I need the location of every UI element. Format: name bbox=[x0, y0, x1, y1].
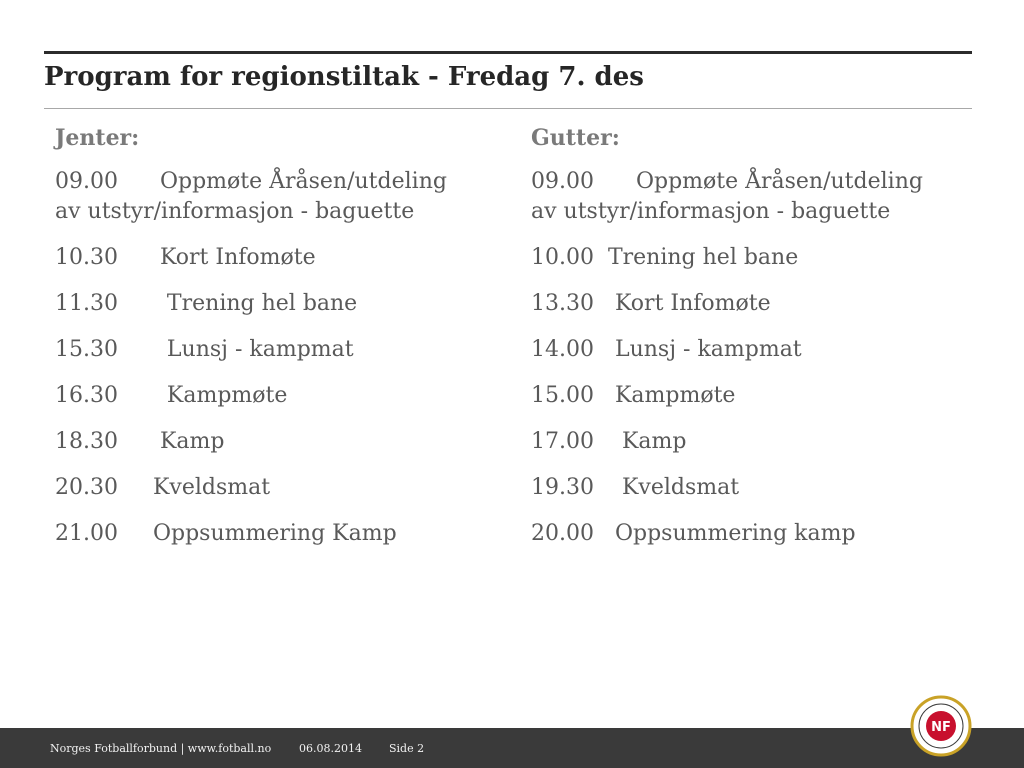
entry-continuation: av utstyr/informasjon - baguette bbox=[531, 199, 891, 224]
entry-label: Trening hel bane bbox=[593, 245, 799, 270]
schedule-entry bbox=[531, 289, 991, 319]
schedule-entry bbox=[531, 167, 991, 227]
schedule-entry bbox=[55, 381, 515, 411]
schedule-entry bbox=[55, 289, 515, 319]
entry-label: Kamp bbox=[117, 429, 225, 454]
column-heading-gutter: Gutter: bbox=[531, 125, 620, 151]
jenter-schedule-column bbox=[55, 123, 515, 565]
entry-time: 10.30 bbox=[55, 245, 118, 270]
entry-label: Oppmøte Åråsen/utdeling bbox=[593, 169, 923, 194]
gutter-schedule-column bbox=[531, 123, 991, 565]
entry-time: 09.00 bbox=[531, 169, 594, 194]
entry-time: 18.30 bbox=[55, 429, 118, 454]
entry-time: 11.30 bbox=[55, 291, 118, 316]
entry-time: 09.00 bbox=[55, 169, 118, 194]
entry-time: 19.30 bbox=[531, 475, 594, 500]
entry-label: Oppmøte Åråsen/utdeling bbox=[117, 169, 447, 194]
schedule-entry bbox=[531, 243, 991, 273]
entry-continuation: av utstyr/informasjon - baguette bbox=[55, 199, 415, 224]
entry-label: Kampmøte bbox=[117, 383, 288, 408]
schedule-entry bbox=[55, 243, 515, 273]
footer-page-number: Side 2 bbox=[389, 742, 425, 755]
entry-label: Lunsj - kampmat bbox=[117, 337, 354, 362]
entry-label: Trening hel bane bbox=[117, 291, 358, 316]
slide-footer bbox=[0, 728, 1024, 768]
entry-label: Kort Infomøte bbox=[117, 245, 316, 270]
entry-time: 20.00 bbox=[531, 521, 594, 546]
entry-label: Kveldsmat bbox=[593, 475, 740, 500]
schedule-entry bbox=[531, 473, 991, 503]
schedule-entry bbox=[55, 427, 515, 457]
entry-label: Kamp bbox=[593, 429, 687, 454]
entry-label: Lunsj - kampmat bbox=[593, 337, 802, 362]
nff-logo-icon bbox=[910, 695, 972, 757]
footer-organization: Norges Fotballforbund | www.fotball.no bbox=[50, 742, 272, 755]
entry-label: Oppsummering kamp bbox=[593, 521, 856, 546]
schedule-entry bbox=[531, 335, 991, 365]
entry-time: 16.30 bbox=[55, 383, 118, 408]
slide-title: Program for regionstiltak - Fredag 7. des bbox=[44, 62, 644, 92]
schedule-entry bbox=[55, 473, 515, 503]
title-top-rule bbox=[44, 51, 972, 54]
footer-date: 06.08.2014 bbox=[299, 742, 362, 755]
schedule-entry bbox=[55, 519, 515, 549]
title-bottom-rule bbox=[44, 108, 972, 109]
entry-time: 10.00 bbox=[531, 245, 594, 270]
entry-time: 15.30 bbox=[55, 337, 118, 362]
entry-label: Kort Infomøte bbox=[593, 291, 771, 316]
schedule-entry bbox=[55, 335, 515, 365]
entry-time: 21.00 bbox=[55, 521, 118, 546]
logo-letters: NF bbox=[931, 720, 951, 735]
entry-label: Kampmøte bbox=[593, 383, 736, 408]
schedule-entry bbox=[531, 427, 991, 457]
schedule-entry bbox=[55, 167, 515, 227]
entry-time: 15.00 bbox=[531, 383, 594, 408]
schedule-entry bbox=[531, 381, 991, 411]
column-heading-jenter: Jenter: bbox=[55, 125, 140, 151]
entry-time: 14.00 bbox=[531, 337, 594, 362]
schedule-entry bbox=[531, 519, 991, 549]
entry-time: 17.00 bbox=[531, 429, 594, 454]
entry-label: Kveldsmat bbox=[117, 475, 271, 500]
entry-time: 20.30 bbox=[55, 475, 118, 500]
entry-label: Oppsummering Kamp bbox=[117, 521, 397, 546]
entry-time: 13.30 bbox=[531, 291, 594, 316]
